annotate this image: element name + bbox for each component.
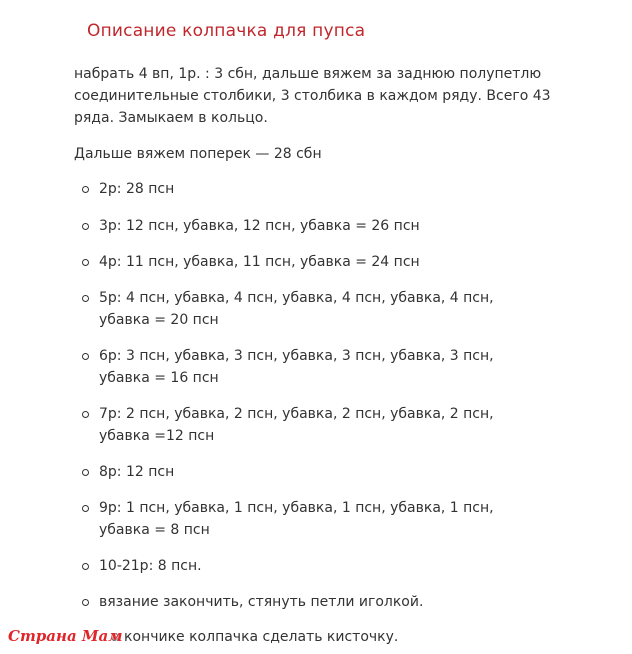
list-item xyxy=(99,287,519,331)
list-item xyxy=(99,345,519,389)
step-text: 10-21р: 8 псн. xyxy=(99,558,202,574)
circle-bullet-icon xyxy=(82,599,89,606)
circle-bullet-icon xyxy=(82,563,89,570)
list-item xyxy=(99,591,519,613)
list-item xyxy=(99,497,519,541)
step-text: 5р: 4 псн, убавка, 4 псн, убавка, 4 псн, убавка, 4 псн, убавка = 20 псн xyxy=(99,290,494,328)
step-text: 7р: 2 псн, убавка, 2 псн, убавка, 2 псн, убавка, 2 псн, убавка =12 псн xyxy=(99,406,494,444)
list-item xyxy=(99,461,519,483)
list-item xyxy=(99,555,519,577)
step-text: 4р: 11 псн, убавка, 11 псн, убавка = 24 псн xyxy=(99,254,420,270)
circle-bullet-icon xyxy=(82,295,89,302)
list-item xyxy=(99,251,519,273)
list-item xyxy=(99,403,519,447)
step-text: 8р: 12 псн xyxy=(99,464,175,480)
circle-bullet-icon xyxy=(82,353,89,360)
watermark-logo: Страна Мам xyxy=(8,627,123,645)
circle-bullet-icon xyxy=(82,469,89,476)
circle-bullet-icon xyxy=(82,259,89,266)
step-text: 2р: 28 псн xyxy=(99,181,175,197)
list-item xyxy=(99,178,519,200)
list-item xyxy=(99,215,519,237)
step-text: 6р: 3 псн, убавка, 3 псн, убавка, 3 псн, убавка, 3 псн, убавка = 16 псн xyxy=(99,348,494,386)
step-text: 3р: 12 псн, убавка, 12 псн, убавка = 26 псн xyxy=(99,218,420,234)
circle-bullet-icon xyxy=(82,186,89,193)
intro-paragraph: набрать 4 вп, 1р. : 3 сбн, дальше вяжем за заднюю полупетлю соединительные столбики, 3 столбика в каждом ряду. Всего 43 ряда. Замыкаем в кольцо. xyxy=(74,66,551,126)
circle-bullet-icon xyxy=(82,411,89,418)
lead-paragraph: Дальше вяжем поперек — 28 сбн xyxy=(74,146,322,162)
circle-bullet-icon xyxy=(82,505,89,512)
step-text: 9р: 1 псн, убавка, 1 псн, убавка, 1 псн, убавка, 1 псн, убавка = 8 псн xyxy=(99,500,494,538)
page-title: Описание колпачка для пупса xyxy=(87,21,366,41)
step-text: вязание закончить, стянуть петли иголкой. xyxy=(99,594,424,610)
circle-bullet-icon xyxy=(82,223,89,230)
final-step-text: а кончике колпачка сделать кисточку. xyxy=(111,629,399,645)
